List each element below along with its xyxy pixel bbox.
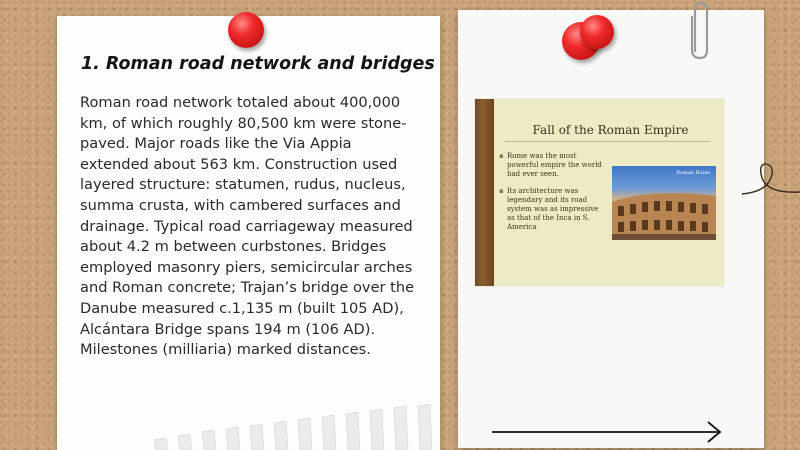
photo-caption: Roman Ruins [676,170,710,176]
torn-paper-strips [120,404,440,450]
slide-bullet-2: ▪ Its architecture was legendary and its road system was as impressive as that of the Inca in S. America [507,187,602,232]
slide-thumbnail[interactable] [475,99,724,286]
colosseum-illustration [612,166,716,240]
swirl-doodle [742,152,800,202]
arrow-right-icon[interactable] [492,418,726,446]
slide-divider [505,141,710,142]
note-body: Roman road network totaled about 400,000 km, of which roughly 80,500 km were stone-paved. Major roads like the Via Appia extended about 563 km. Construction used layered structure: statumen, rudus, nucleus, summa crusta, with cambered surfaces and drainage. Typical road carriageway measured about 4.2 m between curbstones. Bridges employed masonry piers, semicircular arches and Roman concrete; Trajan’s bridge over the Danube measured c.1,135 m (built 105 AD), Alcántara Bridge spans 194 m (106 AD). Milestones (milliaria) marked distances. [80,94,415,359]
slide-bullet-1: ▪ Rome was the most powerful empire the world had ever seen. [507,152,602,179]
note-title: 1. Roman road network and bridges [81,54,435,74]
push-pin-icon [228,12,264,48]
push-pin-icon [580,15,614,49]
paperclip-icon [687,0,713,62]
colosseum-photo [612,166,716,240]
note-card-left [57,16,440,450]
slide-title: Fall of the Roman Empire [532,123,689,137]
slide-wood-border [475,99,494,286]
